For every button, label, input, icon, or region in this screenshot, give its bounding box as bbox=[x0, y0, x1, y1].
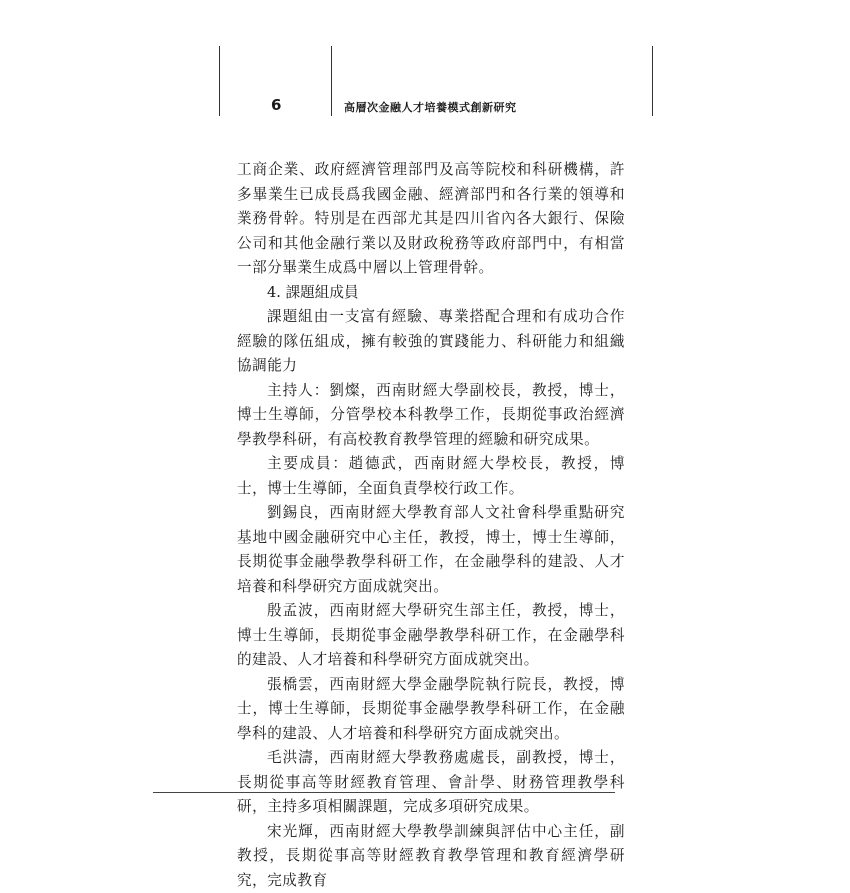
page-number: 6 bbox=[271, 96, 281, 114]
paragraph-member-zhang: 張橋雲，西南財經大學金融學院執行院長，教授，博士，博士生導師，長期從事金融學教學科研工作，在金融學科的建設、人才培養和科學研究方面成就突出。 bbox=[237, 673, 625, 747]
main-text bbox=[237, 158, 625, 893]
paragraph-member-song: 宋光輝，西南財經大學教學訓練與評估中心主任，副教授，長期從事高等財經教育教學管理和教育經濟學研究，完成教育 bbox=[237, 820, 625, 893]
running-title: 高層次金融人才培養模式創新研究 bbox=[344, 99, 517, 115]
paragraph-host: 主持人：劉燦，西南財經大學副校長，教授，博士，博士生導師，分管學校本科教學工作，長期從事政治經濟學教學科研，有高校教育教學管理的經驗和研究成果。 bbox=[237, 379, 625, 453]
paragraph-graduates: 工商企業、政府經濟管理部門及高等院校和科研機構，許多畢業生已成長爲我國金融、經濟部門和各行業的領導和業務骨幹。特別是在西部尤其是四川省內各大銀行、保險公司和其他金融行業以及財政稅務等政府部門中，有相當一部分畢業生成爲中層以上管理骨幹。 bbox=[237, 158, 625, 281]
paragraph-team-intro: 課題組由一支富有經驗、專業搭配合理和有成功合作經驗的隊伍組成，擁有較強的實踐能力、科研能力和組織協調能力 bbox=[237, 305, 625, 379]
footer-rule bbox=[153, 792, 615, 793]
header-rule-middle bbox=[331, 46, 332, 116]
section-heading: 4. 課題組成員 bbox=[237, 281, 625, 306]
paragraph-member-liu: 劉錫良，西南財經大學教育部人文社會科學重點研究基地中國金融研究中心主任，教授，博士，博士生導師，長期從事金融學教學科研工作，在金融學科的建設、人才培養和科學研究方面成就突出。 bbox=[237, 501, 625, 599]
header-rule-left bbox=[219, 46, 220, 116]
paragraph-main-member: 主要成員：趙德武，西南財經大學校長，教授，博士，博士生導師，全面負責學校行政工作。 bbox=[237, 452, 625, 501]
header-rule-right bbox=[652, 46, 653, 116]
paragraph-member-yin: 殷孟波，西南財經大學研究生部主任，教授，博士，博士生導師，長期從事金融學教學科研工作，在金融學科的建設、人才培養和科學研究方面成就突出。 bbox=[237, 599, 625, 673]
paragraph-member-mao: 毛洪濤，西南財經大學教務處處長，副教授，博士，長期從事高等財經教育管理、會計學、財務管理教學科研，主持多項相關課題，完成多項研究成果。 bbox=[237, 746, 625, 820]
